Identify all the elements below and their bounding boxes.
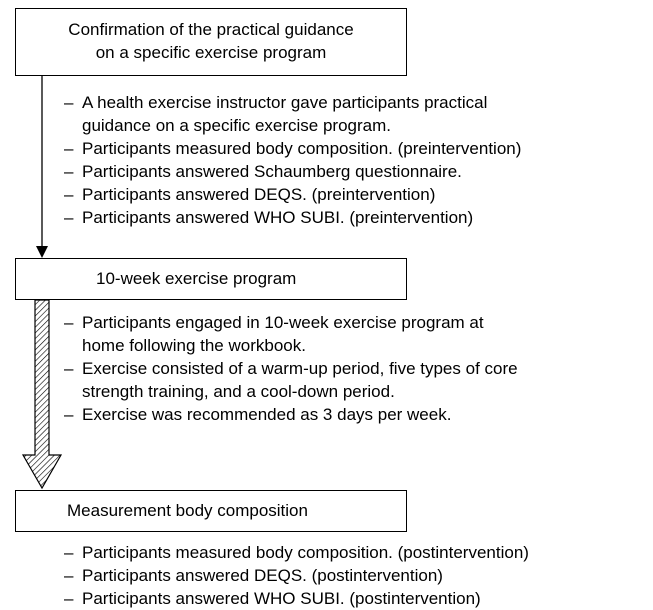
bullet-text: Exercise was recommended as 3 days per week.	[82, 405, 452, 424]
bullet-text: Participants measured body composition. (preintervention)	[82, 139, 522, 158]
bullet-text: Exercise consisted of a warm-up period, five types of core	[82, 359, 518, 378]
bullet-dash: –	[64, 313, 74, 332]
bullet-text: Participants engaged in 10-week exercise program at	[82, 313, 484, 332]
bullet-dash: –	[64, 93, 74, 112]
step-box-exercise-program-label: 10-week exercise program	[96, 269, 297, 288]
bullet-dash: –	[64, 589, 74, 608]
bullet-text-continued: guidance on a specific exercise program.	[82, 116, 391, 135]
step-box-confirmation-line2: on a specific exercise program	[95, 43, 327, 62]
section2-bullet-list	[64, 311, 518, 426]
thin-arrow-1	[36, 76, 48, 258]
bullet-text: A health exercise instructor gave participants practical	[82, 93, 488, 112]
step-box-confirmation	[15, 8, 407, 76]
bullet-item	[64, 311, 518, 357]
bullet-dash: –	[64, 208, 74, 227]
bullet-item	[64, 137, 521, 160]
step-box-measurement	[15, 490, 407, 532]
bullet-dash: –	[64, 405, 74, 424]
bullet-item	[64, 564, 529, 587]
section1-bullet-list	[64, 91, 521, 229]
bullet-dash: –	[64, 185, 74, 204]
bullet-item	[64, 183, 521, 206]
bullet-dash: –	[64, 566, 74, 585]
bullet-item	[64, 206, 521, 229]
step-box-measurement-label: Measurement body composition	[67, 501, 308, 520]
bullet-text: Participants answered WHO SUBI. (preintervention)	[82, 208, 474, 227]
bullet-text: Participants answered WHO SUBI. (postintervention)	[82, 589, 481, 608]
bullet-item	[64, 91, 521, 137]
bullet-text-continued: home following the workbook.	[82, 336, 306, 355]
bullet-dash: –	[64, 543, 74, 562]
step-box-confirmation-line1: Confirmation of the practical guidance	[68, 20, 354, 39]
bullet-item	[64, 160, 521, 183]
bullet-text: Participants answered DEQS. (postintervention)	[82, 566, 443, 585]
bullet-dash: –	[64, 139, 74, 158]
hatched-arrow-2	[23, 300, 61, 488]
bullet-item	[64, 357, 518, 403]
section3-bullet-list	[64, 541, 529, 610]
bullet-text: Participants answered DEQS. (preintervention)	[82, 185, 436, 204]
bullet-dash: –	[64, 359, 74, 378]
bullet-item	[64, 403, 518, 426]
bullet-item	[64, 541, 529, 564]
bullet-text: Participants answered Schaumberg questionnaire.	[82, 162, 462, 181]
bullet-text-continued: strength training, and a cool-down period.	[82, 382, 395, 401]
step-box-exercise-program	[15, 258, 407, 300]
bullet-dash: –	[64, 162, 74, 181]
bullet-item	[64, 587, 529, 610]
bullet-text: Participants measured body composition. (postintervention)	[82, 543, 529, 562]
